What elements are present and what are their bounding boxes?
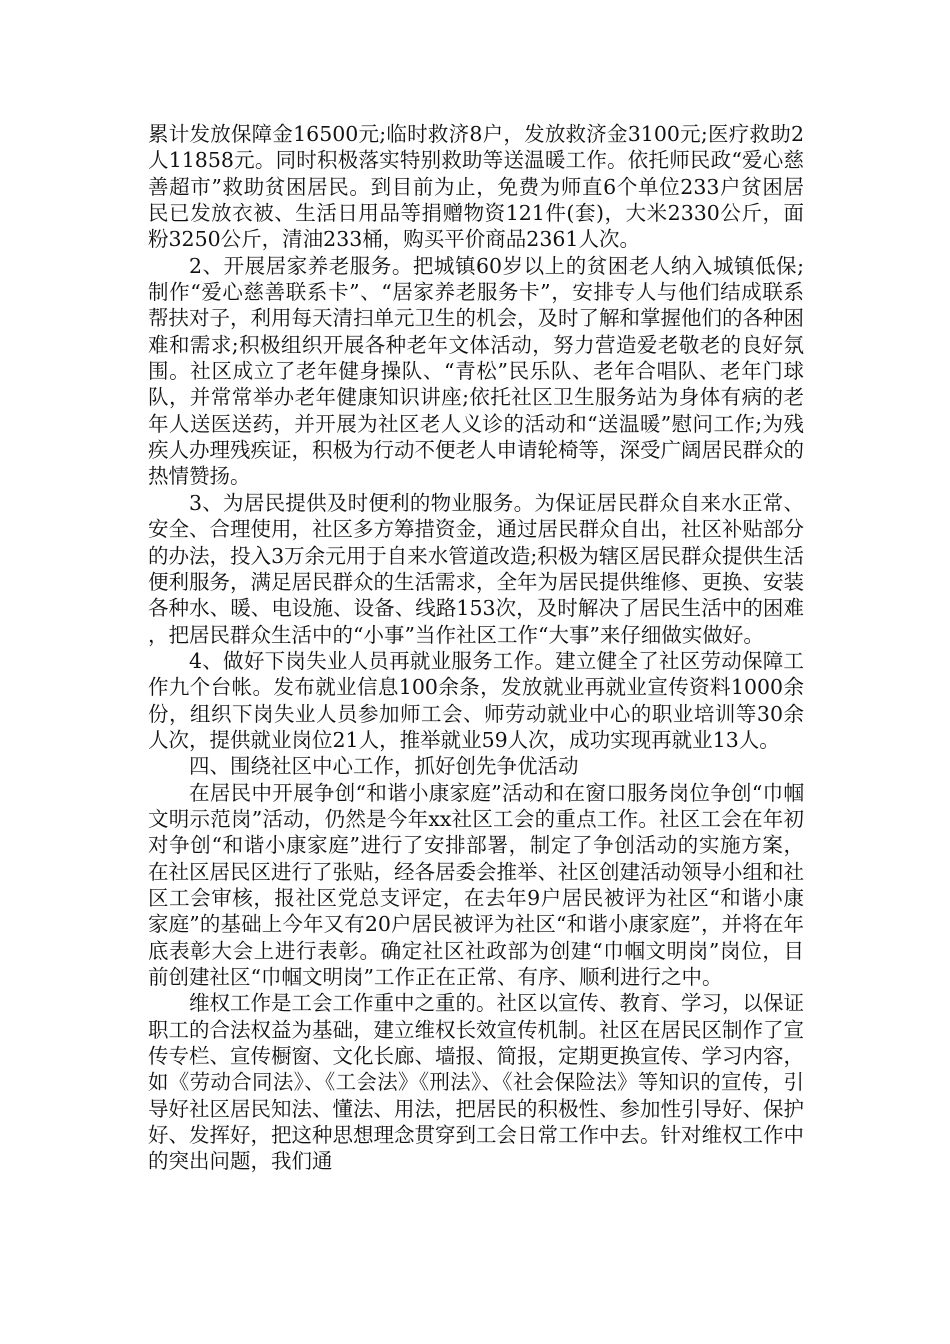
paragraph-property-service: 3、为居民提供及时便利的物业服务。为保证居民群众自来水正常、安全、合理使用，社区多方筹措资金，通过居民群众自出，社区补贴部分的办法，投入3万余元用于自来水管道改造;积极为辖区居民群众提供生活便利服务，满足居民群众的生活需求，全年为居民提供维修、更换、安装各种水、暖、电设施、设备、线路153次，及时解决了居民生活中的困难，把居民群众生活中的“小事”当作社区工作“大事”来仔细做实做好。 <box>148 490 804 647</box>
paragraph-harmonious-family: 在居民中开展争创“和谐小康家庭”活动和在窗口服务岗位争创“巾帼文明示范岗”活动，仍然是今年xx社区工会的重点工作。社区工会在年初对争创“和谐小康家庭”进行了安排部署，制定了争创活动的实施方案，在社区居民区进行了张贴，经各居委会推举、社区创建活动领导小组和社区工会审核，报社区党总支评定，在去年9户居民被评为社区“和谐小康家庭”的基础上今年又有20户居民被评为社区“和谐小康家庭”，并将在年底表彰大会上进行表彰。确定社区社政部为创建“巾帼文明岗”岗位，目前创建社区“巾帼文明岗”工作正在正常、有序、顺利进行之中。 <box>148 780 804 989</box>
paragraph-reemployment: 4、做好下岗失业人员再就业服务工作。建立健全了社区劳动保障工作九个台帐。发布就业信息100余条，发放就业再就业宣传资料1000余份，组织下岗失业人员参加师工会、师劳动就业中心的职业培训等30余人次，提供就业岗位21人，推举就业59人次，成功实现再就业13人。 <box>148 648 804 752</box>
paragraph-rights-protection: 维权工作是工会工作重中之重的。社区以宣传、教育、学习，以保证职工的合法权益为基础，建立维权长效宣传机制。社区在居民区制作了宣传专栏、宣传橱窗、文化长廊、墙报、简报，定期更换宣传、学习内容，如《劳动合同法》、《工会法》《刑法》、《社会保险法》等知识的宣传，引导好社区居民知法、懂法、用法，把居民的积极性、参加性引导好、保护好、发挥好，把这种思想理念贯穿到工会日常工作中去。针对维权工作中的突出问题，我们通 <box>148 991 804 1174</box>
paragraph-elderly-care: 2、开展居家养老服务。把城镇60岁以上的贫困老人纳入城镇低保;制作“爱心慈善联系卡”、“居家养老服务卡”，安排专人与他们结成联系帮扶对子，利用每天清扫单元卫生的机会，及时了解和掌握他们的各种困难和需求;积极组织开展各种老年文体活动，努力营造爱老敬老的良好氛围。社区成立了老年健身操队、“青松”民乐队、老年合唱队、老年门球队，并常常举办老年健康知识讲座;依托社区卫生服务站为身体有病的老年人送医送药，并开展为社区老人义诊的活动和“送温暖”慰问工作;为残疾人办理残疾证，积极为行动不便老人申请轮椅等，深受广阔居民群众的热情赞扬。 <box>148 253 804 489</box>
paragraph-relief-summary: 累计发放保障金16500元;临时救济8户，发放救济金3100元;医疗救助2人11858元。同时积极落实特别救助等送温暖工作。依托师民政“爱心慈善超市”救助贫困居民。到目前为止，免费为师直6个单位233户贫困居民已发放衣被、生活日用品等捐赠物资121件(套)，大米2330公斤，面粉3250公斤，清油233桶，购买平价商品2361人次。 <box>148 122 804 252</box>
section-heading-four: 四、围绕社区中心工作，抓好创先争优活动 <box>189 754 579 779</box>
document-body <box>148 121 804 1175</box>
